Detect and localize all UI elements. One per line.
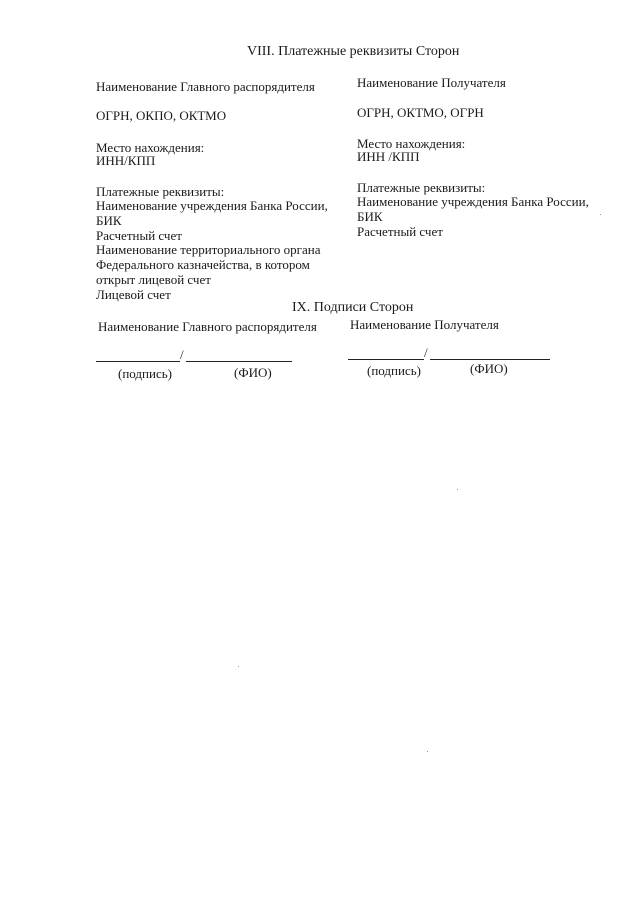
- right-signature-line: [348, 359, 424, 360]
- left-party-name: Наименование Главного распорядителя: [96, 79, 315, 94]
- section-8-title: VIII. Платежные реквизиты Сторон: [247, 44, 460, 59]
- right-bank-name: Наименование учреждения Банка России,: [357, 194, 589, 209]
- scan-speck: [427, 751, 428, 752]
- right-party-name: Наименование Получателя: [357, 75, 506, 90]
- right-slash: /: [424, 345, 428, 360]
- right-payment-title: Платежные реквизиты:: [357, 180, 486, 195]
- left-fio-label: (ФИО): [234, 365, 272, 380]
- left-inn: ИНН/КПП: [96, 153, 156, 168]
- right-fio-label: (ФИО): [470, 361, 508, 376]
- left-fio-line: [186, 361, 292, 362]
- left-slash: /: [180, 347, 184, 362]
- scan-speck: [238, 666, 239, 667]
- left-bank-name: Наименование учреждения Банка России,: [96, 198, 328, 213]
- left-bik: БИК: [96, 213, 122, 228]
- left-signer-name: Наименование Главного распорядителя: [98, 319, 317, 334]
- right-fio-line: [430, 359, 550, 360]
- right-signer-name: Наименование Получателя: [350, 317, 499, 332]
- left-codes: ОГРН, ОКПО, ОКТМО: [96, 108, 227, 123]
- right-account: Расчетный счет: [357, 224, 443, 239]
- left-location: Место нахождения:: [96, 140, 205, 155]
- left-treasury-line-1: Наименование территориального органа: [96, 242, 321, 257]
- right-location: Место нахождения:: [357, 136, 466, 151]
- left-payment-title: Платежные реквизиты:: [96, 184, 225, 199]
- section-9-title: IX. Подписи Сторон: [292, 300, 414, 315]
- scan-speck: [457, 489, 458, 490]
- left-treasury-line-2: Федерального казначейства, в котором: [96, 257, 310, 272]
- scan-speck: [600, 214, 601, 215]
- left-signature-label: (подпись): [118, 366, 172, 381]
- right-codes: ОГРН, ОКТМО, ОГРН: [357, 105, 484, 120]
- right-inn: ИНН /КПП: [357, 149, 420, 164]
- left-personal-account: Лицевой счет: [96, 287, 171, 302]
- left-account: Расчетный счет: [96, 228, 182, 243]
- left-treasury-line-3: открыт лицевой счет: [96, 272, 211, 287]
- right-bik: БИК: [357, 209, 383, 224]
- left-signature-line: [96, 361, 180, 362]
- right-signature-label: (подпись): [367, 363, 421, 378]
